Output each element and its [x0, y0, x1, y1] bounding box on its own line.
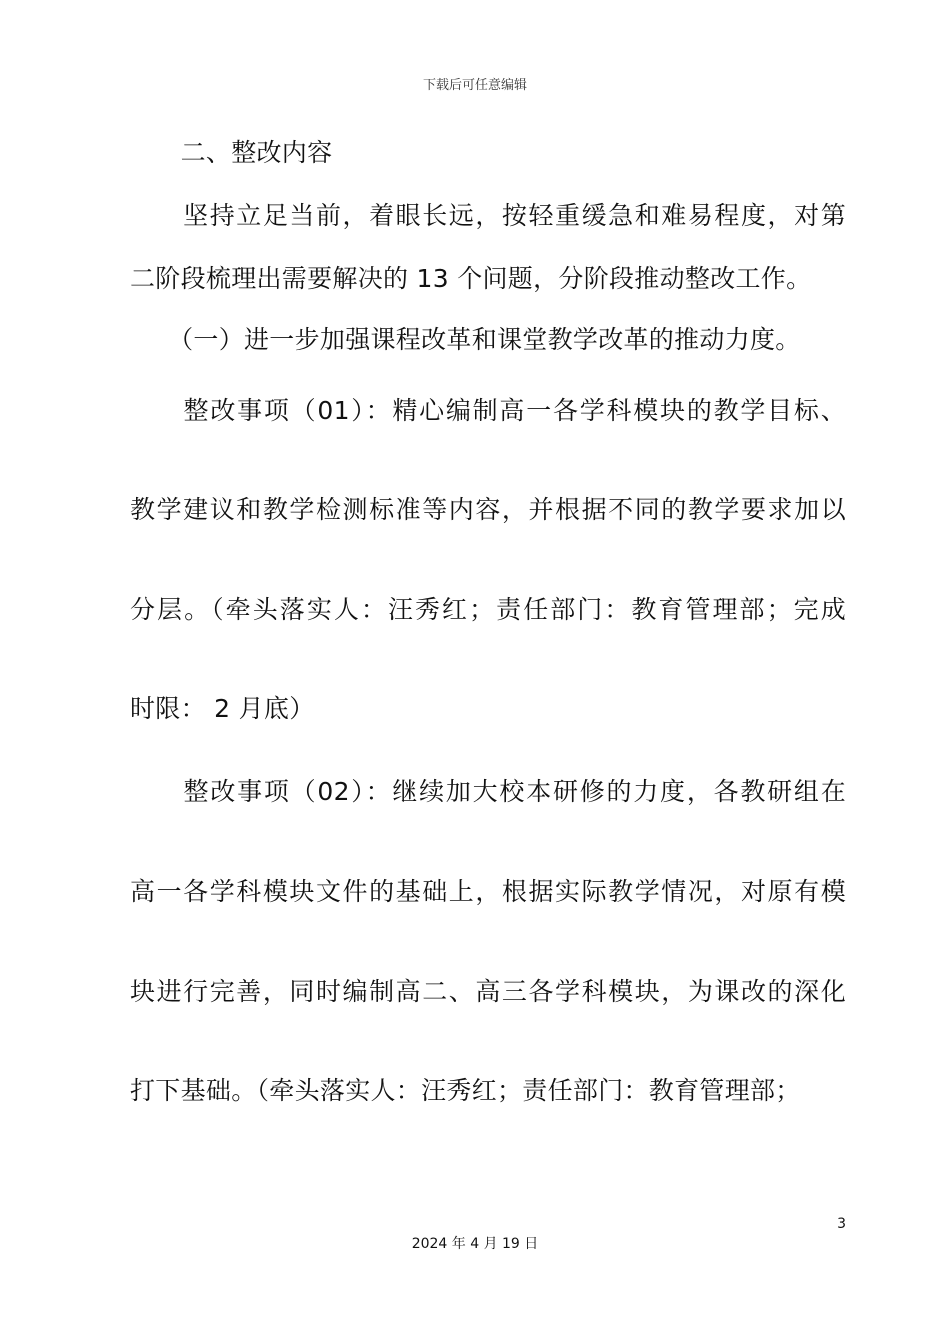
body-line: 高一各学科模块文件的基础上，根据实际教学情况，对原有模 — [130, 877, 846, 906]
page-footer-date: 2024 年 4 月 19 日 — [411, 1236, 539, 1252]
body-line: 坚持立足当前，着眼长远，按轻重缓急和难易程度，对第 — [130, 201, 846, 230]
body-line: 块进行完善，同时编制高二、高三各学科模块，为课改的深化 — [130, 977, 846, 1006]
page-header: 下载后可任意编辑 — [422, 78, 527, 93]
subsection-heading: （一）进一步加强课程改革和课堂教学改革的推动力度。 — [130, 325, 801, 354]
body-line: 分层。（牵头落实人：汪秀红；责任部门：教育管理部；完成 — [130, 595, 846, 624]
body-line: 打下基础。（牵头落实人：汪秀红；责任部门：教育管理部； — [130, 1076, 801, 1105]
body-line: 二阶段梳理出需要解决的 13 个问题，分阶段推动整改工作。 — [130, 264, 812, 293]
body-line: 时限： 2 月底） — [130, 694, 315, 723]
section-heading: 二、整改内容 — [130, 138, 333, 167]
body-line: 教学建议和教学检测标准等内容，并根据不同的教学要求加以 — [130, 495, 846, 524]
page-number: 3 — [837, 1216, 846, 1232]
body-line: 整改事项（01）：精心编制高一各学科模块的教学目标、 — [130, 396, 846, 425]
body-line: 整改事项（02）：继续加大校本研修的力度，各教研组在 — [130, 777, 846, 806]
